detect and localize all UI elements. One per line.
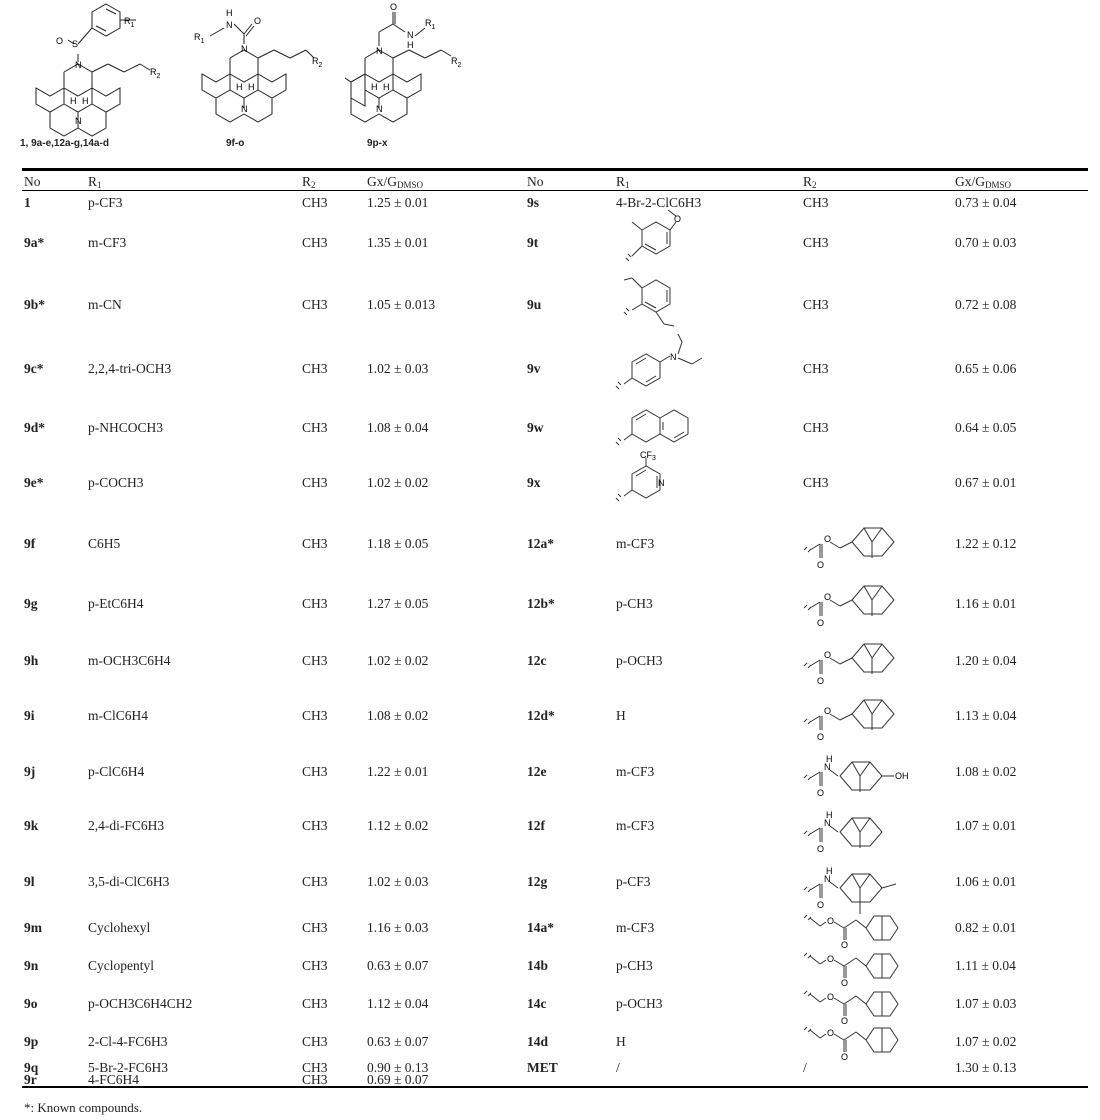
row-gx: 1.18 ± 0.05 bbox=[367, 536, 429, 551]
r1-label: $R_1$ bbox=[124, 16, 135, 29]
structure-sulfonamide-drawing bbox=[20, 0, 180, 150]
h-atom: H bbox=[826, 754, 833, 764]
row-no: 9p bbox=[24, 1034, 39, 1049]
row-r2: CH3 bbox=[302, 195, 328, 210]
row-gx: 0.67 ± 0.01 bbox=[955, 475, 1017, 490]
row-r1: H bbox=[616, 708, 626, 723]
h-atom-b: H bbox=[383, 82, 390, 92]
h-atom-b: H bbox=[248, 82, 255, 92]
ring-n-top: N bbox=[376, 46, 383, 56]
fragment-12a-drawing bbox=[800, 520, 910, 576]
h-atom-a: H bbox=[371, 82, 378, 92]
fragment-9w-drawing bbox=[612, 400, 712, 450]
row-gx: 0.90 ± 0.13 bbox=[367, 1060, 429, 1075]
o-atom: O bbox=[817, 732, 825, 742]
row-r2: CH3 bbox=[302, 1034, 328, 1049]
fragment-9u bbox=[612, 270, 692, 334]
header-gx-text: Gx/G bbox=[955, 174, 985, 189]
nh-n-atom: N bbox=[226, 20, 233, 30]
fragment-12e bbox=[800, 748, 920, 804]
row-no: 9d* bbox=[24, 420, 46, 435]
ring-n-atom: N bbox=[376, 104, 383, 114]
header-r2-sub: 2 bbox=[311, 180, 316, 190]
row-no: 9c* bbox=[24, 361, 44, 376]
o-atom: O bbox=[817, 560, 825, 570]
row-no: 9e* bbox=[24, 475, 44, 490]
row-r2: CH3 bbox=[302, 297, 328, 312]
h-atom: H bbox=[826, 866, 833, 876]
n-atom: N bbox=[407, 30, 414, 40]
row-no: 9n bbox=[24, 958, 39, 973]
fragment-12d bbox=[800, 692, 910, 748]
row-r1: Cyclohexyl bbox=[88, 920, 151, 935]
row-r2: CH3 bbox=[302, 475, 328, 490]
fragment-12c-drawing bbox=[800, 636, 910, 692]
row-gx: 1.30 ± 0.13 bbox=[955, 1060, 1017, 1075]
row-r2: CH3 bbox=[302, 1072, 328, 1087]
r2-label: $R_2$ bbox=[312, 56, 323, 69]
row-r1: Cyclopentyl bbox=[88, 958, 154, 973]
row-no: 9x bbox=[527, 475, 541, 490]
o-atom: O bbox=[824, 592, 832, 602]
header-gx-text: Gx/G bbox=[367, 174, 397, 189]
row-gx: 1.02 ± 0.03 bbox=[367, 361, 429, 376]
row-gx: 1.08 ± 0.02 bbox=[955, 764, 1017, 779]
row-r2: CH3 bbox=[302, 996, 328, 1011]
row-r2: CH3 bbox=[302, 958, 328, 973]
row-r2: / bbox=[803, 1060, 807, 1075]
structure-urea-drawing bbox=[190, 0, 340, 150]
fragment-9u-drawing bbox=[612, 270, 692, 334]
row-gx: 1.22 ± 0.01 bbox=[367, 764, 429, 779]
row-no: 9h bbox=[24, 653, 39, 668]
row-no: 12f bbox=[527, 818, 545, 833]
o-atom: O bbox=[390, 2, 398, 12]
fragment-9x bbox=[612, 450, 692, 512]
header-r1-sub: 1 bbox=[97, 180, 102, 190]
fragment-9v-drawing bbox=[612, 334, 712, 398]
row-no: 9w bbox=[527, 420, 544, 435]
row-r1: p-OCH3 bbox=[616, 996, 663, 1011]
row-r2: CH3 bbox=[302, 708, 328, 723]
row-no: 9v bbox=[527, 361, 541, 376]
row-no: 14c bbox=[527, 996, 547, 1011]
s-atom: S bbox=[72, 39, 79, 49]
row-no: 9i bbox=[24, 708, 35, 723]
fragment-14d-drawing bbox=[800, 1020, 920, 1060]
row-gx: 0.73 ± 0.04 bbox=[955, 195, 1017, 210]
row-r1: 5-Br-2-FC6H3 bbox=[88, 1060, 168, 1075]
o-atom: O bbox=[841, 940, 849, 948]
table-header-rule bbox=[22, 190, 1088, 191]
structure-urea bbox=[190, 0, 340, 150]
o-atom: O bbox=[827, 1028, 835, 1038]
header-gx-sub: DMSO bbox=[985, 180, 1012, 190]
n-atom: N bbox=[75, 60, 82, 70]
row-r1: m-OCH3C6H4 bbox=[88, 653, 171, 668]
row-r1: 4-FC6H4 bbox=[88, 1072, 140, 1087]
header-gx-right bbox=[955, 174, 1011, 190]
header-r2-right bbox=[803, 174, 817, 190]
fragment-12a bbox=[800, 520, 910, 576]
row-r1: m-ClC6H4 bbox=[88, 708, 149, 723]
row-no: 12c bbox=[527, 653, 547, 668]
row-no: 9b* bbox=[24, 297, 46, 312]
fragment-12b-drawing bbox=[800, 578, 910, 634]
fragment-14a bbox=[800, 908, 920, 948]
h-atom: H bbox=[826, 810, 833, 820]
row-no: 9m bbox=[24, 920, 42, 935]
row-r1: m-CN bbox=[88, 297, 122, 312]
o-atom: O bbox=[817, 788, 825, 798]
row-r1: p-CH3 bbox=[616, 596, 653, 611]
nh-h-atom: H bbox=[407, 40, 414, 50]
row-r1: p-CF3 bbox=[88, 195, 123, 210]
header-r2-left bbox=[302, 174, 316, 190]
row-gx: 1.12 ± 0.02 bbox=[367, 818, 429, 833]
row-r1: m-CF3 bbox=[616, 536, 655, 551]
header-no-right: No bbox=[527, 174, 544, 189]
fragment-9x-drawing bbox=[612, 450, 692, 512]
row-gx: 0.63 ± 0.07 bbox=[367, 958, 429, 973]
o-atom: O bbox=[841, 978, 849, 986]
o-atom: O bbox=[827, 916, 835, 926]
fragment-9w bbox=[612, 400, 712, 450]
row-r2: CH3 bbox=[302, 420, 328, 435]
row-gx: 0.70 ± 0.03 bbox=[955, 235, 1017, 250]
row-no: 9k bbox=[24, 818, 39, 833]
row-gx: 1.27 ± 0.05 bbox=[367, 596, 429, 611]
row-no: 1 bbox=[24, 195, 31, 210]
row-gx: 0.69 ± 0.07 bbox=[367, 1072, 429, 1087]
o-atom: O bbox=[254, 16, 262, 26]
fragment-12b bbox=[800, 578, 910, 634]
row-r1: 2-Cl-4-FC6H3 bbox=[88, 1034, 168, 1049]
row-r1: p-EtC6H4 bbox=[88, 596, 144, 611]
row-no: 12d* bbox=[527, 708, 555, 723]
row-no: 9t bbox=[527, 235, 539, 250]
header-no-left: No bbox=[24, 174, 41, 189]
o-atom: O bbox=[824, 534, 832, 544]
structure-label: 1, 9a-e,12a-g,14a-d bbox=[20, 138, 109, 149]
r1-label: $R_1$ bbox=[194, 32, 205, 45]
structure-acetamide bbox=[345, 0, 495, 150]
row-r1: H bbox=[616, 1034, 626, 1049]
o-atom: O bbox=[674, 214, 682, 224]
fragment-12f-drawing bbox=[800, 804, 910, 860]
nh-h-atom: H bbox=[226, 8, 233, 18]
row-no: 12e bbox=[527, 764, 547, 779]
row-gx: 1.16 ± 0.03 bbox=[367, 920, 429, 935]
row-no: 9u bbox=[527, 297, 542, 312]
row-gx: 1.08 ± 0.04 bbox=[367, 420, 429, 435]
footnote: *: Known compounds. bbox=[24, 1100, 143, 1115]
header-r1-right bbox=[616, 174, 630, 190]
h-atom-a: H bbox=[236, 82, 243, 92]
fragment-9t bbox=[612, 210, 692, 270]
ring-n-atom: N bbox=[75, 116, 82, 126]
fragment-9t-drawing bbox=[612, 210, 692, 270]
o-atom: O bbox=[824, 650, 832, 660]
header-gx-sub: DMSO bbox=[397, 180, 424, 190]
r2-label: $R_2$ bbox=[451, 56, 462, 69]
row-r1: C6H5 bbox=[88, 536, 121, 551]
header-r1-text: R bbox=[88, 174, 98, 189]
n-atom: N bbox=[824, 818, 831, 828]
o-atom: O bbox=[827, 992, 835, 1002]
row-r1: p-NHCOCH3 bbox=[88, 420, 164, 435]
row-r1: p-CF3 bbox=[616, 874, 651, 889]
table-top-rule bbox=[22, 168, 1088, 171]
row-no: 12b* bbox=[527, 596, 555, 611]
header-r1-text: R bbox=[616, 174, 626, 189]
row-r1: p-OCH3 bbox=[616, 653, 663, 668]
row-r2: CH3 bbox=[302, 235, 328, 250]
row-r2: CH3 bbox=[302, 596, 328, 611]
h-atom-a: H bbox=[70, 96, 77, 106]
row-gx: 1.08 ± 0.02 bbox=[367, 708, 429, 723]
fragment-12c bbox=[800, 636, 910, 692]
row-r1: 2,4-di-FC6H3 bbox=[88, 818, 165, 833]
row-gx: 1.07 ± 0.02 bbox=[955, 1034, 1017, 1049]
fragment-14b-drawing bbox=[800, 946, 920, 986]
header-r2-text: R bbox=[302, 174, 312, 189]
row-gx: 1.07 ± 0.03 bbox=[955, 996, 1017, 1011]
header-r2-text: R bbox=[803, 174, 813, 189]
fragment-9v bbox=[612, 334, 712, 398]
fragment-14a-drawing bbox=[800, 908, 920, 948]
row-no: 14a* bbox=[527, 920, 554, 935]
row-gx: 1.25 ± 0.01 bbox=[367, 195, 429, 210]
fragment-14d bbox=[800, 1020, 920, 1060]
o-atom: O bbox=[817, 900, 825, 910]
o-atom: O bbox=[824, 706, 832, 716]
row-gx: 0.64 ± 0.05 bbox=[955, 420, 1017, 435]
o-atom: O bbox=[841, 1052, 849, 1060]
row-no: 9g bbox=[24, 596, 38, 611]
fragment-14b bbox=[800, 946, 920, 986]
ring-n-atom: N bbox=[241, 104, 248, 114]
r1-label: $R_1$ bbox=[425, 18, 436, 31]
row-gx: 1.16 ± 0.01 bbox=[955, 596, 1017, 611]
row-r1: p-CH3 bbox=[616, 958, 653, 973]
row-no: 9f bbox=[24, 536, 36, 551]
structure-label: 9f-o bbox=[226, 138, 245, 149]
o-atom: O bbox=[817, 618, 825, 628]
row-gx: 1.06 ± 0.01 bbox=[955, 874, 1017, 889]
row-r2: CH3 bbox=[302, 874, 328, 889]
row-gx: 1.11 ± 0.04 bbox=[955, 958, 1016, 973]
row-r2: CH3 bbox=[302, 764, 328, 779]
row-gx: 1.02 ± 0.02 bbox=[367, 475, 429, 490]
row-r2: CH3 bbox=[302, 920, 328, 935]
fragment-14c bbox=[800, 984, 920, 1024]
oh-label: OH bbox=[895, 771, 909, 781]
fragment-12e-drawing bbox=[800, 748, 920, 804]
row-gx: 0.72 ± 0.08 bbox=[955, 297, 1017, 312]
o-atom: O bbox=[817, 676, 825, 686]
row-r1: m-CF3 bbox=[616, 818, 655, 833]
r2-label: $R_2$ bbox=[150, 67, 161, 80]
row-r1: m-CF3 bbox=[88, 235, 127, 250]
cf3-label: $CF_3$ bbox=[640, 450, 656, 462]
row-gx: 0.65 ± 0.06 bbox=[955, 361, 1017, 376]
row-r1: p-OCH3C6H4CH2 bbox=[88, 996, 193, 1011]
row-no: 14b bbox=[527, 958, 549, 973]
row-r1: 3,5-di-ClC6H3 bbox=[88, 874, 170, 889]
structures-header bbox=[0, 0, 1100, 160]
row-gx: 1.12 ± 0.04 bbox=[367, 996, 429, 1011]
structure-label: 9p-x bbox=[367, 138, 388, 149]
n-atom: N bbox=[824, 762, 831, 772]
n-atom: N bbox=[241, 44, 248, 54]
row-r2: CH3 bbox=[803, 475, 829, 490]
row-r2: CH3 bbox=[803, 297, 829, 312]
row-no: 9j bbox=[24, 764, 36, 779]
row-no: MET bbox=[527, 1060, 558, 1075]
header-gx-left bbox=[367, 174, 423, 190]
row-r1: m-CF3 bbox=[616, 764, 655, 779]
row-gx: 0.63 ± 0.07 bbox=[367, 1034, 429, 1049]
row-no: 12g bbox=[527, 874, 548, 889]
row-no: 9o bbox=[24, 996, 38, 1011]
row-r1: m-CF3 bbox=[616, 920, 655, 935]
row-gx: 1.35 ± 0.01 bbox=[367, 235, 429, 250]
row-gx: 1.07 ± 0.01 bbox=[955, 818, 1017, 833]
row-r1: / bbox=[616, 1060, 620, 1075]
o-atom: O bbox=[841, 1016, 849, 1024]
row-gx: 0.82 ± 0.01 bbox=[955, 920, 1017, 935]
fragment-12d-drawing bbox=[800, 692, 910, 748]
row-no: 9r bbox=[24, 1072, 37, 1087]
n-atom: N bbox=[824, 874, 831, 884]
fragment-12f bbox=[800, 804, 910, 860]
row-gx: 1.20 ± 0.04 bbox=[955, 653, 1017, 668]
row-gx: 1.02 ± 0.02 bbox=[367, 653, 429, 668]
row-r2: CH3 bbox=[803, 235, 829, 250]
o-atom: O bbox=[827, 954, 835, 964]
fragment-14c-drawing bbox=[800, 984, 920, 1024]
table-bottom-rule bbox=[22, 1086, 1088, 1088]
row-r2: CH3 bbox=[803, 361, 829, 376]
row-no: 9a* bbox=[24, 235, 45, 250]
n-atom: N bbox=[658, 478, 665, 488]
row-no: 12a* bbox=[527, 536, 554, 551]
row-r2: CH3 bbox=[302, 361, 328, 376]
h-atom-b: H bbox=[82, 96, 89, 106]
row-gx: 1.22 ± 0.12 bbox=[955, 536, 1017, 551]
o-atom: O bbox=[56, 36, 64, 46]
header-r2-sub: 2 bbox=[812, 180, 817, 190]
row-gx: 1.05 ± 0.013 bbox=[367, 297, 436, 312]
structure-acetamide-drawing bbox=[345, 0, 495, 150]
row-r2: CH3 bbox=[803, 420, 829, 435]
n-atom: N bbox=[670, 352, 677, 362]
row-r2: CH3 bbox=[302, 653, 328, 668]
row-r2: CH3 bbox=[803, 195, 829, 210]
row-r1: 4-Br-2-ClC6H3 bbox=[616, 195, 702, 210]
header-r1-sub: 1 bbox=[625, 180, 630, 190]
o-atom: O bbox=[817, 844, 825, 854]
row-r1: p-ClC6H4 bbox=[88, 764, 145, 779]
structure-sulfonamide bbox=[20, 0, 180, 150]
row-gx: 1.13 ± 0.04 bbox=[955, 708, 1017, 723]
row-gx: 1.02 ± 0.03 bbox=[367, 874, 429, 889]
row-no: 9s bbox=[527, 195, 540, 210]
header-r1-left bbox=[88, 174, 102, 190]
row-no: 14d bbox=[527, 1034, 549, 1049]
row-no: 9l bbox=[24, 874, 35, 889]
row-r1: 2,2,4-tri-OCH3 bbox=[88, 361, 172, 376]
row-r2: CH3 bbox=[302, 1060, 328, 1075]
row-r2: CH3 bbox=[302, 536, 328, 551]
row-r1: p-COCH3 bbox=[88, 475, 144, 490]
row-r2: CH3 bbox=[302, 818, 328, 833]
row-no: 9q bbox=[24, 1060, 39, 1075]
